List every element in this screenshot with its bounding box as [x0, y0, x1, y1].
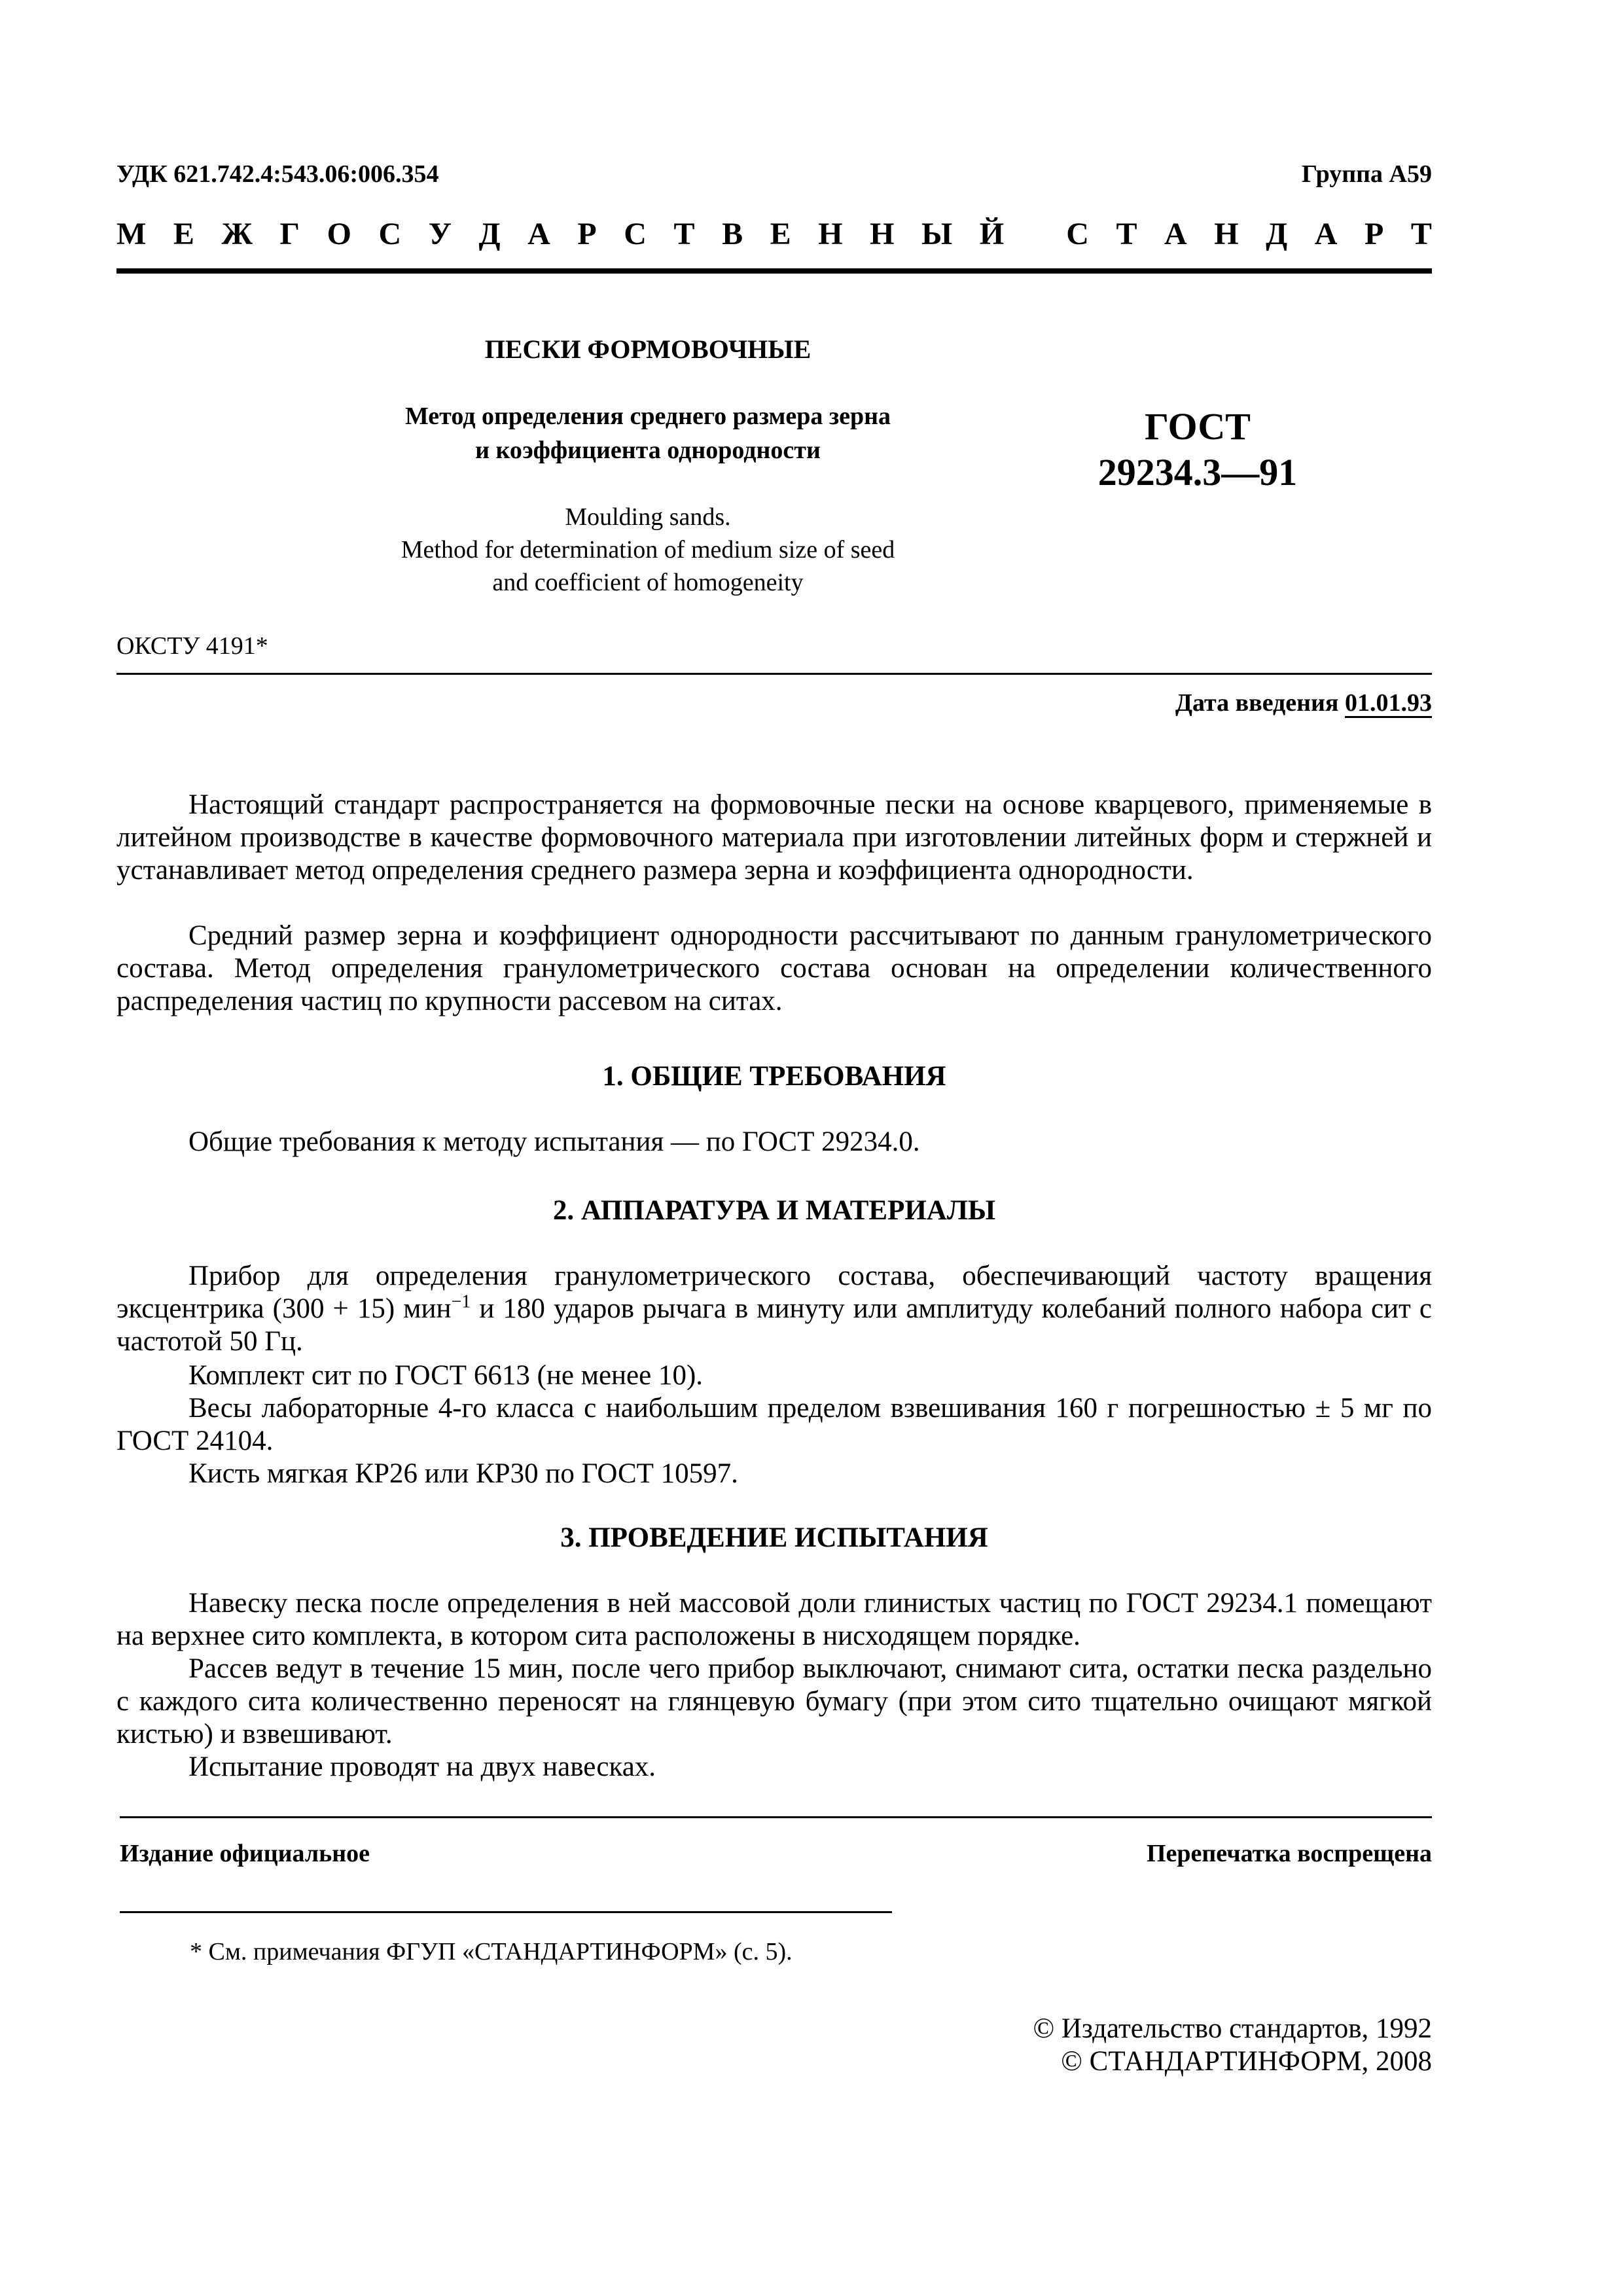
- section-3-paragraph-1: Навеску песка после определения в ней массовой доли глинистых частиц по ГОСТ 29234.1 помещают на верхнее сито комплекта, в котором сита расположены в нисходящем порядке.: [116, 1588, 1432, 1651]
- copyright-1: © Издательство стандартов, 1992: [1033, 2013, 1432, 2044]
- english-line-3: and coefficient of homogeneity: [492, 569, 804, 596]
- section-2-paragraph-1: [116, 1260, 1432, 1358]
- document-subtitle: [288, 399, 1008, 467]
- section-2-heading: 2. АППАРАТУРА И МАТЕРИАЛЫ: [552, 1195, 996, 1226]
- english-line-2: Method for determination of medium size of seed: [401, 536, 895, 564]
- heading-letter: Д: [478, 217, 501, 251]
- heading-letter: У: [428, 217, 452, 251]
- heading-letter: М: [116, 217, 147, 251]
- heading-letter: Н: [870, 217, 895, 251]
- heading-letter: Т: [1410, 217, 1432, 251]
- heading-letter: Н: [818, 217, 843, 251]
- copyright-2: © СТАНДАРТИНФОРМ, 2008: [1061, 2046, 1432, 2077]
- heading-letter: Т: [673, 217, 695, 251]
- heading-letter: С: [378, 217, 402, 251]
- heading-letter: Ж: [221, 217, 253, 251]
- intro-paragraph-2: Средний размер зерна и коэффициент однородности рассчитывают по данным гранулометрического состава. Метод определения гранулометрического состава основан на определении количественного распределения частиц по крупности рассевом на ситах.: [116, 920, 1432, 1016]
- section-3-paragraph-3: Испытание проводят на двух навесках.: [188, 1751, 656, 1782]
- section-1-text: Общие требования к методу испытания — по ГОСТ 29234.0.: [188, 1126, 920, 1157]
- english-line-1: Moulding sands.: [565, 503, 731, 531]
- heading-letter: А: [1164, 217, 1187, 251]
- heading-letter: В: [722, 217, 743, 251]
- intro-date-label: Дата введения: [1175, 689, 1345, 717]
- gost-code: 29234.3—91: [1097, 451, 1298, 493]
- section-1-heading: 1. ОБЩИЕ ТРЕБОВАНИЯ: [602, 1061, 946, 1092]
- footer-rule: [120, 1816, 1432, 1818]
- section-3-heading: 3. ПРОВЕДЕНИЕ ИСПЫТАНИЯ: [560, 1522, 988, 1553]
- subtitle-line-1: Метод определения среднего размера зерна: [404, 403, 891, 430]
- heading-letter: Н: [1214, 217, 1239, 251]
- intro-paragraph-1: Настоящий стандарт распространяется на формовочные пески на основе кварцевого, применяемые в литейном производстве в качестве формовочного материала при изготовлении литейных форм и стержней и устанавливает метод определения среднего размера зерна и коэффициента однородности.: [116, 789, 1432, 886]
- section-2-paragraph-3: Весы лабораторные 4-го класса с наибольшим пределом взвешивания 160 г погрешностью ± 5 мг по ГОСТ 24104.: [116, 1393, 1432, 1456]
- group-code: Группа А59: [1301, 160, 1432, 188]
- header-rule: [116, 268, 1432, 274]
- document-title: ПЕСКИ ФОРМОВОЧНЫЕ: [484, 334, 812, 364]
- section-2-paragraph-4: Кисть мягкая КР26 или КР30 по ГОСТ 10597.: [188, 1458, 738, 1489]
- okstu-rule: [116, 673, 1432, 675]
- intro-date-value: 01.01.93: [1345, 689, 1432, 717]
- heading-letter: Е: [770, 217, 791, 251]
- reprint-prohibited-label: Перепечатка воспрещена: [1146, 1840, 1432, 1867]
- english-title: [288, 501, 1008, 599]
- s2p1-after: и 180 ударов рычага в минуту или амплитуду колебаний полного набора сит с частотой 50 Гц.: [116, 1293, 1432, 1357]
- gost-label: ГОСТ: [1145, 405, 1251, 448]
- heading-letter: Т: [1116, 217, 1137, 251]
- official-edition-label: Издание официальное: [120, 1840, 370, 1867]
- footnote: * См. примечания ФГУП «СТАНДАРТИНФОРМ» (с. 5).: [190, 1938, 793, 1965]
- standard-type-heading: [116, 216, 1432, 252]
- subtitle-line-2: и коэффициента однородности: [475, 437, 821, 464]
- heading-letter: [1031, 216, 1039, 252]
- heading-letter: Й: [979, 217, 1005, 251]
- heading-letter: Р: [1364, 217, 1384, 251]
- gost-number: [1034, 404, 1361, 495]
- heading-letter: А: [527, 217, 550, 251]
- udk-code: УДК 621.742.4:543.06:006.354: [116, 160, 439, 188]
- section-2-paragraph-2: Комплект сит по ГОСТ 6613 (не менее 10).: [188, 1360, 704, 1391]
- heading-letter: Р: [577, 217, 597, 251]
- s2p1-before: Прибор для определения гранулометрического состава, обеспечивающий частоту вращения эксцентрика (300 + 15) мин: [116, 1261, 1432, 1324]
- heading-letter: С: [1066, 217, 1089, 251]
- heading-letter: Д: [1266, 217, 1288, 251]
- s2p1-sup: −1: [451, 1291, 471, 1312]
- heading-letter: Г: [279, 217, 300, 251]
- heading-letter: О: [327, 217, 351, 251]
- okstu-code: ОКСТУ 4191*: [116, 632, 268, 660]
- heading-letter: Е: [173, 217, 194, 251]
- section-3-paragraph-2: Рассев ведут в течение 15 мин, после чего прибор выключают, снимают сита, остатки песка раздельно с каждого сита количественно переносят на глянцевую бумагу (при этом сито тщательно очищают мягкой кистью) и взвешивают.: [116, 1653, 1432, 1749]
- footnote-rule: [120, 1911, 892, 1913]
- heading-letter: А: [1314, 217, 1338, 251]
- introduction-date: [1175, 689, 1432, 717]
- heading-letter: Ы: [921, 217, 953, 251]
- heading-letter: С: [624, 217, 647, 251]
